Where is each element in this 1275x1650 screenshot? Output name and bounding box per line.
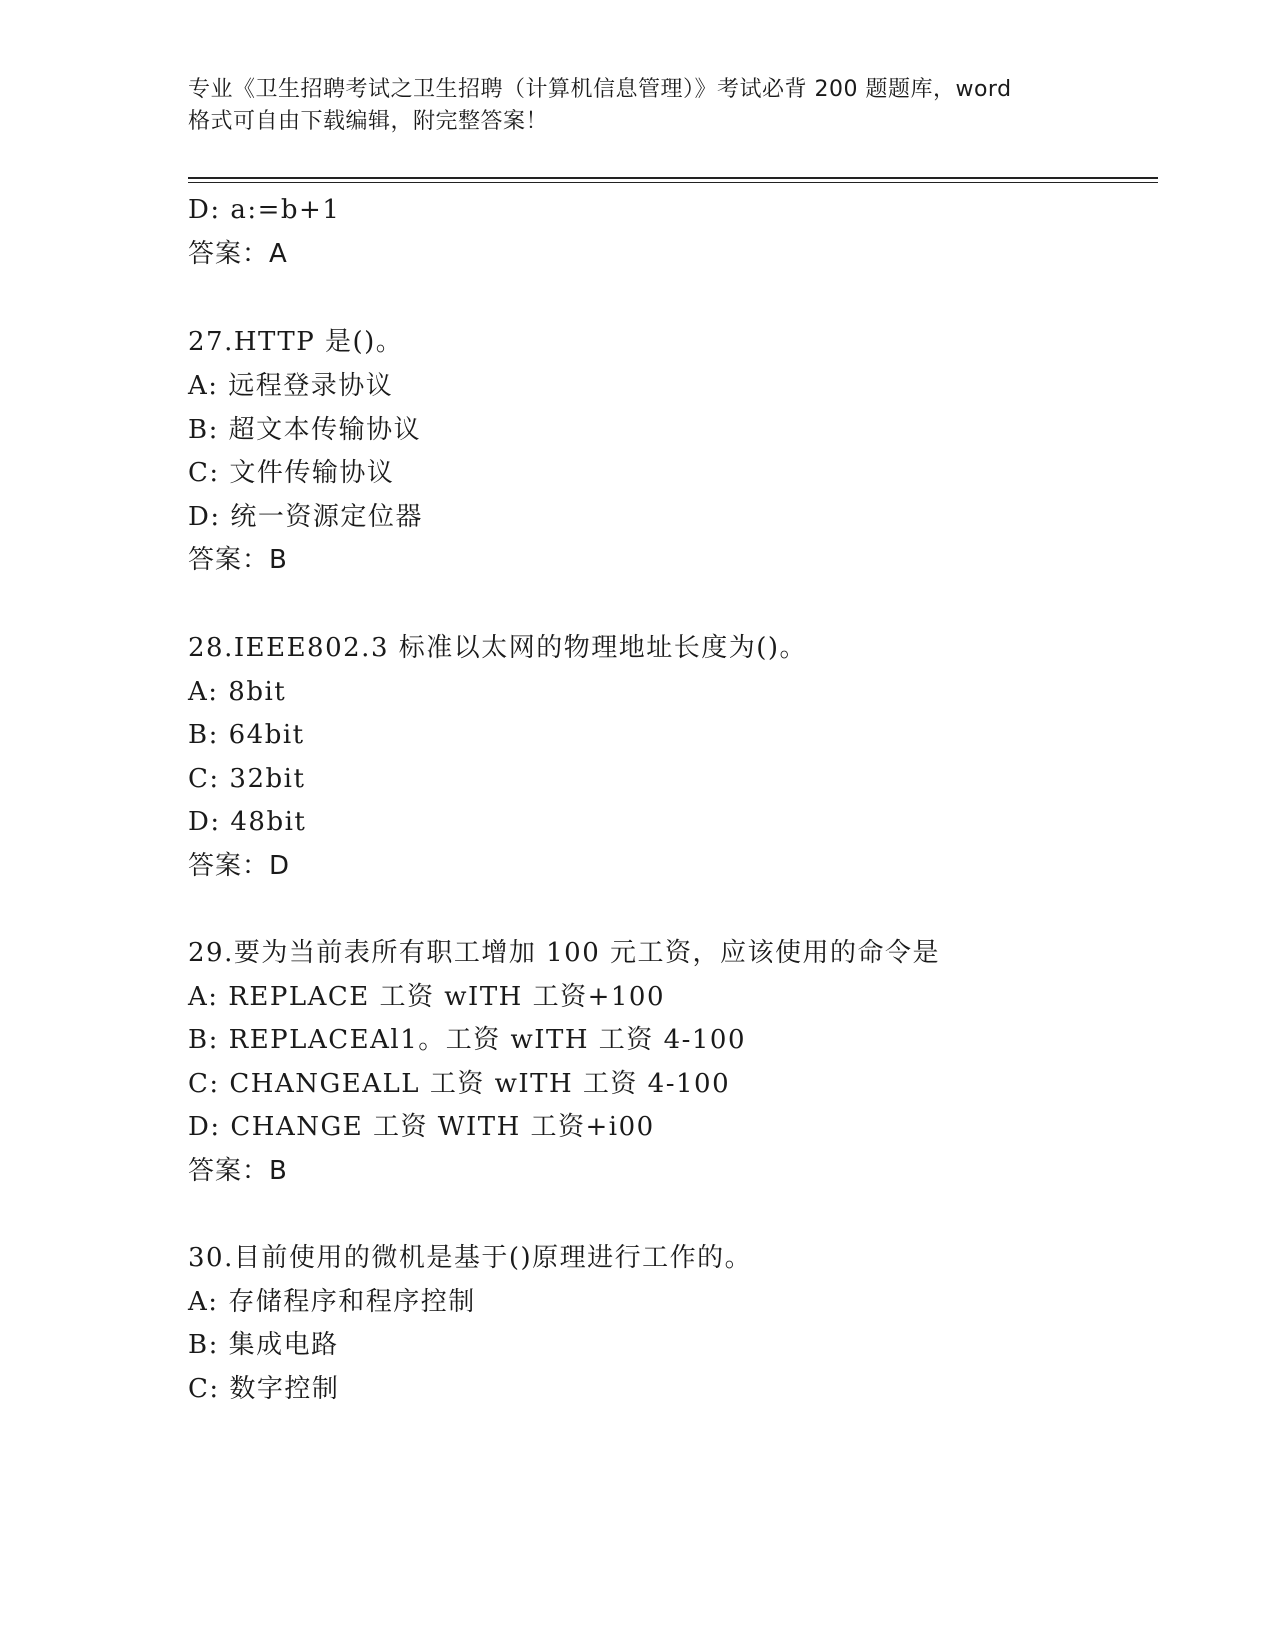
question-27-option-d: D: 统一资源定位器 <box>188 502 423 532</box>
question-27-answer: 答案：B <box>188 545 288 575</box>
question-29-option-b: B: REPLACEAl1。工资 wITH 工资 4-100 <box>188 1025 747 1055</box>
header-rule-thick <box>188 177 1158 179</box>
question-29-option-c: C: CHANGEALL 工资 wITH 工资 4-100 <box>188 1069 731 1099</box>
question-30-option-c: C: 数字控制 <box>188 1374 340 1404</box>
question-28-option-a: A: 8bit <box>188 677 287 707</box>
question-29-answer: 答案：B <box>188 1156 288 1186</box>
question-29-option-a: A: REPLACE 工资 wITH 工资+100 <box>188 982 666 1012</box>
question-27-option-c: C: 文件传输协议 <box>188 458 395 488</box>
prev-answer: 答案：A <box>188 239 288 269</box>
question-28-option-c: C: 32bit <box>188 764 306 794</box>
question-27-option-a: A: 远程登录协议 <box>188 371 394 401</box>
question-28-option-d: D: 48bit <box>188 807 307 837</box>
header-rule-thin <box>188 182 1158 183</box>
question-28-option-b: B: 64bit <box>188 720 305 750</box>
question-29-option-d: D: CHANGE 工资 WITH 工资+i00 <box>188 1112 655 1142</box>
header-line-1: 专业《卫生招聘考试之卫生招聘（计算机信息管理）》考试必背 200 题题库，word <box>188 77 1012 102</box>
question-29-stem: 29.要为当前表所有职工增加 100 元工资，应该使用的命令是 <box>188 938 941 968</box>
header-line-2: 格式可自由下载编辑，附完整答案！ <box>188 109 549 134</box>
question-27-stem: 27.HTTP 是()。 <box>188 327 404 357</box>
question-30-option-b: B: 集成电路 <box>188 1330 339 1360</box>
document-header <box>188 74 1088 138</box>
question-28-stem: 28.IEEE802.3 标准以太网的物理地址长度为()。 <box>188 633 808 663</box>
question-30-stem: 30.目前使用的微机是基于()原理进行工作的。 <box>188 1243 753 1273</box>
question-28-answer: 答案：D <box>188 851 291 881</box>
question-27-option-b: B: 超文本传输协议 <box>188 415 422 445</box>
question-30-option-a: A: 存储程序和程序控制 <box>188 1287 476 1317</box>
prev-option-d: D: a:=b+1 <box>188 195 341 225</box>
